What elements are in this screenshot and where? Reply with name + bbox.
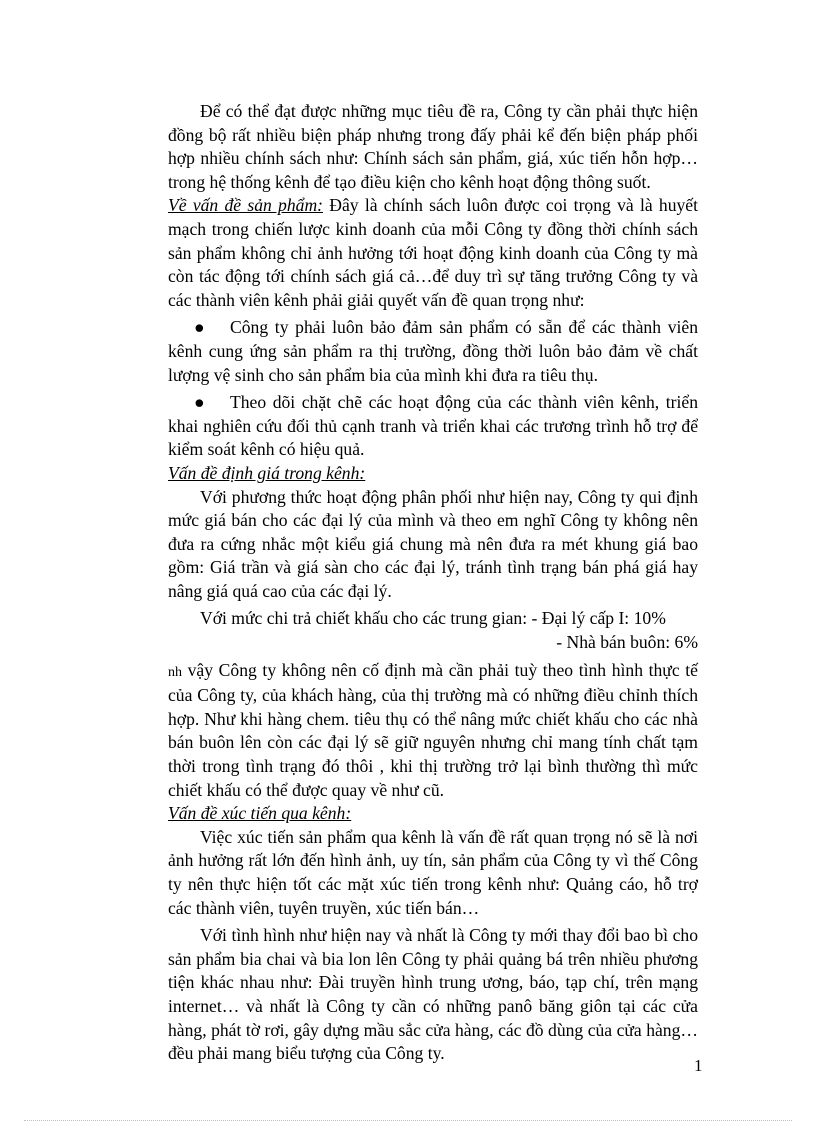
heading-product: Về vấn đề sản phẩm: (168, 195, 324, 216)
fragment-nh: nh (168, 664, 182, 680)
page-bottom-divider (24, 1120, 792, 1121)
paragraph-product (168, 194, 698, 312)
paragraph-promo: Việc xúc tiến sản phẩm qua kênh là vấn đề rất quan trọng nó sẽ là nơi ảnh hưởng rất lớn đến hình ảnh, uy tín, sản phẩm của Công ty vì thế Công ty nên thực hiện tốt các mặt xúc tiến trong kênh như: Quảng cáo, hỗ trợ các thành viên, tuyên truyền, xúc tiến bán… (168, 826, 698, 918)
paragraph-advertising: Với tình hình như hiện nay và nhất là Công ty mới thay đổi bao bì cho sản phẩm bia chai và bia lon lên Công ty phải quảng bá trên nhiều phương tiện khác nhau như: Đài truyền hình trung ương, báo, tạp chí, trên mạng internet… và nhất là Công ty cần có những panô băng giôn tại các cửa hàng, phát tờ rơi, gây dựng mầu sắc cửa hàng, các đồ dùng của cửa hàng…đều phải mang biểu tượng của Công ty. (168, 925, 698, 1064)
heading-price: Vấn đề định giá trong kênh: (168, 462, 366, 483)
bullet-text: Theo dõi chặt chẽ các hoạt động của các thành viên kênh, triển khai nghiên cứu đối thủ cạnh tranh và triển khai các trương trình hỗ trợ để kiểm soát kênh có hiệu quả. (168, 392, 698, 460)
heading-promo-line (168, 802, 698, 826)
paragraph-price: Với phương thức hoạt động phân phối như hiện nay, Công ty qui định mức giá bán cho các đại lý của mình và theo em nghĩ Công ty không nên đưa ra cứng nhắc một kiểu giá chung mà nên đưa ra mét khung giá bao gồm: Giá trần và giá sàn cho các đại lý, tránh tình trạng bán phá giá hay nâng giá quá cao của các đại lý. (168, 486, 698, 601)
heading-price-line (168, 462, 698, 486)
paragraph-product-text: Đây là chính sách luôn được coi trọng và là huyết mạch trong chiến lược kinh doanh của mỗi Công ty đồng thời chính sách sản phẩm không chỉ ảnh hưởng tới hoạt động kinh doanh của Công ty mà còn tác động tới chính sách giá cả…để duy trì sự tăng trưởng Công ty và các thành viên kênh phải giải quyết vấn đề quan trọng như: (168, 195, 698, 310)
bullet-text: Công ty phải luôn bảo đảm sản phẩm có sẵn để các thành viên kênh cung ứng sản phẩm ra thị trường, đồng thời luôn bảo đảm về chất lượng vệ sinh cho sản phẩm bia của mình khi đưa ra tiêu thụ. (168, 317, 698, 385)
document-body (168, 100, 698, 1066)
paragraph-adjust-text: vậy Công ty không nên cố định mà cần phải tuỳ theo tình hình thực tế của Công ty, của khách hàng, của thị trường mà có những điều chỉnh thích hợp. Như khi hàng chem. tiêu thụ có thể nâng mức chiết khấu cho các nhà bán buôn lên còn các đại lý sẽ giữ nguyên nhưng chỉ mang tính chất tạm thời trong tình trạng đó thôi , khi thị trường trở lại bình thường thì mức chiết khấu có thể được quay về như cũ. (168, 659, 698, 800)
bullet-icon: ● (194, 317, 205, 338)
bullet-item (168, 391, 698, 462)
paragraph-adjust (168, 659, 698, 803)
bullet-item (168, 316, 698, 387)
paragraph-discount: Với mức chi trả chiết khấu cho các trung gian: - Đại lý cấp I: 10% (200, 608, 666, 629)
page-number: 1 (694, 1056, 703, 1075)
bullet-icon: ● (194, 392, 205, 413)
heading-promo: Vấn đề xúc tiến qua kênh: (168, 803, 352, 824)
paragraph-discount-wholesale: - Nhà bán buôn: 6% (556, 632, 698, 653)
paragraph-intro: Để có thể đạt được những mục tiêu đề ra, Công ty cần phải thực hiện đồng bộ rất nhiều biện pháp nhưng trong đấy phải kể đến biện pháp phối hợp nhiều chính sách như: Chính sách sản phẩm, giá, xúc tiến hỗn hợp…trong hệ thống kênh để tạo điều kiện cho kênh hoạt động thông suốt. (168, 101, 698, 192)
